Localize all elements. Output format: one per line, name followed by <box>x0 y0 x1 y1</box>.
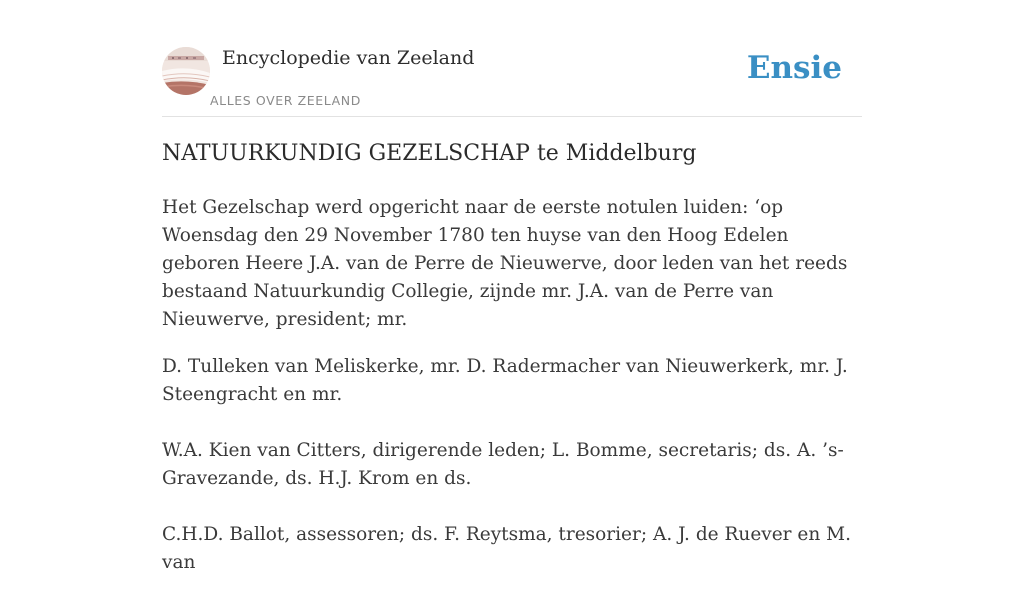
site-tagline: ALLES OVER ZEELAND <box>210 93 361 108</box>
article-paragraph: Het Gezelschap werd opgericht naar de eerste notulen luiden: ‘op Woensdag den 29 November 1780 ten huyse van den Hoog Edelen geboren Heere J.A. van de Perre de Nieuwerve, door leden van het reeds bestaand Natuurkundig Collegie, zijnde mr. J.A. van de Perre van Nieuwerve, president; mr. <box>162 197 848 330</box>
site-title[interactable]: Encyclopedie van Zeeland <box>222 47 475 69</box>
article-paragraph: W.A. Kien van Citters, dirigerende leden; L. Bomme, secretaris; ds. A. ’s-Gravezande, ds. H.J. Krom en ds. <box>162 440 844 489</box>
article-paragraph: C.H.D. Ballot, assessoren; ds. F. Reytsma, tresorier; A. J. de Ruever en M. van <box>162 524 851 573</box>
article-paragraph: D. Tulleken van Meliskerke, mr. D. Radermacher van Nieuwerkerk, mr. J. Steengracht en mr. <box>162 356 848 405</box>
book-pages-icon[interactable] <box>162 47 210 95</box>
article-title: NATUURKUNDIG GEZELSCHAP te Middelburg <box>162 141 697 166</box>
brand-logo-link[interactable]: Ensie <box>746 50 842 86</box>
article <box>162 138 862 596</box>
site-header <box>162 44 862 117</box>
